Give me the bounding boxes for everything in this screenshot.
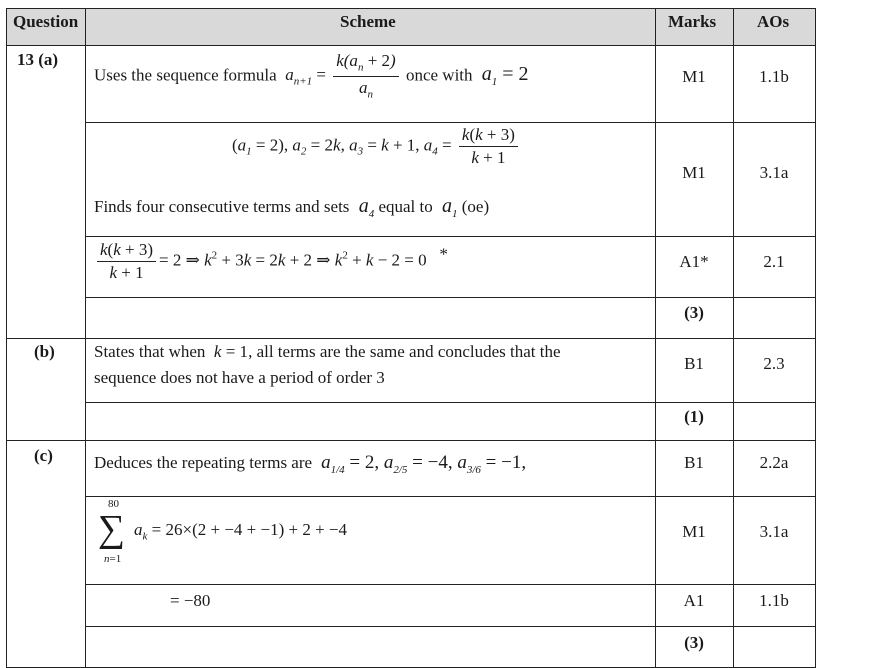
question-label: (c) <box>34 446 53 465</box>
row-border <box>6 440 816 441</box>
scheme-text: Deduces the repeating terms are <box>94 453 313 472</box>
header-marks: Marks <box>668 12 717 31</box>
ao: 3.1a <box>759 163 789 182</box>
question-label: 13 (a) <box>17 50 59 69</box>
column-border <box>815 8 816 668</box>
mark: B1 <box>684 453 704 472</box>
row-border <box>85 496 816 497</box>
scheme-cell <box>94 452 526 476</box>
mark-total: (1) <box>684 407 704 426</box>
mark-total: (3) <box>684 303 704 322</box>
row-border <box>85 626 816 627</box>
sigma-icon: ∑ <box>98 508 126 550</box>
row-border <box>85 402 816 403</box>
term-a1: $a_1$ <box>436 195 458 220</box>
term-a4: $a_4$ <box>353 195 375 220</box>
header-scheme: Scheme <box>340 12 396 31</box>
repeating-terms: $a_{1/4} = 2$, $a_{2/5} = -4$, $a_{3/6} = -1$, <box>316 452 527 476</box>
four-terms-expression: $(a_1 = 2)$, $a_2 = 2k$, $a_3 = k + 1$, $a_4$ = $\frac{k(k + 3)}{k + 1}$ <box>232 126 521 167</box>
scheme-suffix: once with <box>405 65 473 85</box>
column-border <box>733 8 734 668</box>
mark: A1* <box>679 252 709 271</box>
scheme-result: = −80 <box>170 591 211 610</box>
row-border <box>85 297 816 298</box>
star-marker: * <box>439 244 448 264</box>
ao: 3.1a <box>759 522 789 541</box>
scheme-line1: States that when <box>94 342 206 361</box>
scheme-cell <box>94 52 529 101</box>
header-question: Question <box>13 12 79 31</box>
scheme-line2: sequence does not have a period of order 3 <box>94 368 385 387</box>
scheme-text: Finds four consecutive terms and sets <box>94 197 350 216</box>
question-label: (b) <box>34 342 55 361</box>
scheme-end: (oe) <box>461 197 490 216</box>
mark: M1 <box>682 522 706 541</box>
sequence-formula: $a_{n+1}$ = $\frac{k(a_n + 2)}{a_n}$ <box>281 65 402 84</box>
mark: B1 <box>684 354 704 373</box>
row-border <box>85 122 816 123</box>
ao: 2.2a <box>759 453 789 472</box>
scheme-line1b: , all terms are the same and concludes that the <box>248 342 561 361</box>
scheme-text: Uses the sequence formula <box>94 65 277 85</box>
row-border <box>6 338 816 339</box>
mark: A1 <box>683 591 705 610</box>
scheme-cell <box>94 195 489 220</box>
ao: 2.1 <box>763 252 785 271</box>
row-border <box>85 584 816 585</box>
mark: M1 <box>682 163 706 182</box>
summation <box>94 499 494 569</box>
column-border <box>655 8 656 668</box>
row-border <box>6 8 816 9</box>
row-border <box>85 236 816 237</box>
row-border <box>6 45 816 46</box>
column-border <box>6 8 7 668</box>
k-equals-one: k = 1 <box>209 342 249 361</box>
ao: 1.1b <box>759 67 789 86</box>
initial-term: $a_1 = 2$ <box>476 63 529 89</box>
quadratic-derivation: $\frac{k(k + 3)}{k + 1}$ = 2 ⇒ $k^2 + 3k = 2k + 2$ ⇒ $k^2 + k - 2 = 0$ * <box>97 241 448 282</box>
ao: 2.3 <box>763 354 785 373</box>
upper-limit: 80 <box>108 498 119 510</box>
scheme-cell <box>94 342 561 362</box>
scheme-mid: equal to <box>378 197 433 216</box>
ao: 1.1b <box>759 591 789 610</box>
column-border <box>85 8 86 668</box>
sum-expression: $a_k = 26\times(2 + -4 + -1) + 2 + -4$ <box>134 520 347 543</box>
mark-total: (3) <box>684 633 704 652</box>
mark: M1 <box>682 67 706 86</box>
header-aos: AOs <box>757 12 790 31</box>
lower-limit: n=1 <box>104 553 122 565</box>
